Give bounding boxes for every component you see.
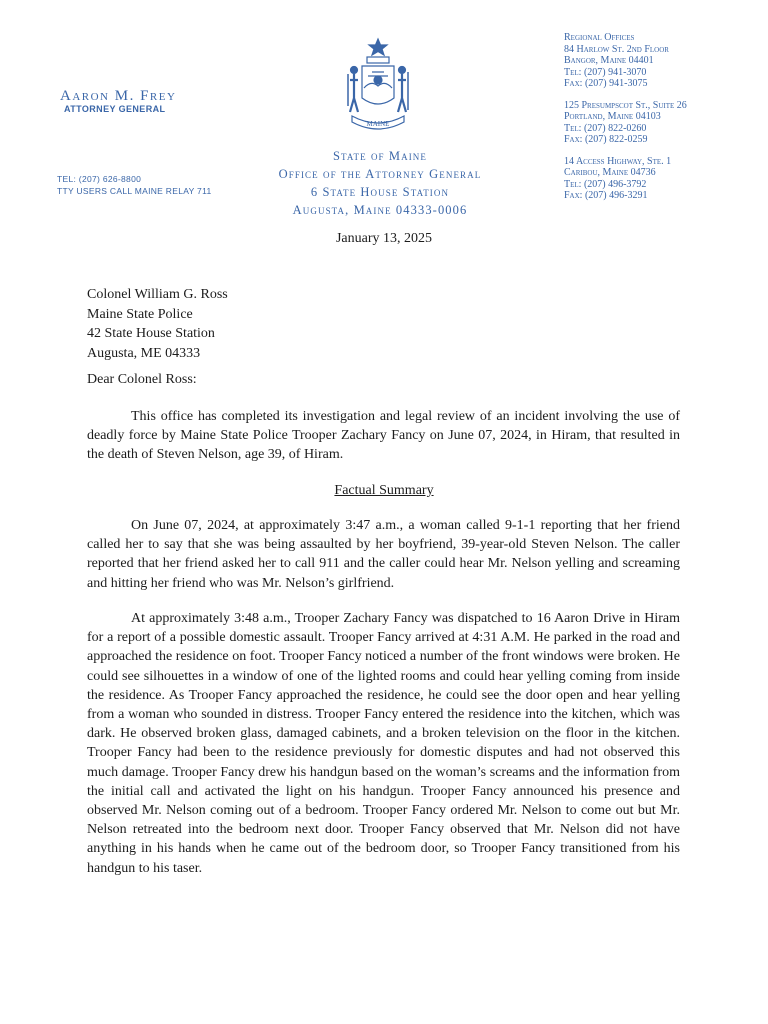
- office-state: State of Maine: [333, 149, 427, 163]
- regional-street: 125 Presumpscot St., Suite 26: [564, 99, 687, 111]
- regional-tel: Tel: (207) 822-0260: [564, 122, 647, 134]
- office-city: Augusta, Maine 04333-0006: [292, 203, 468, 217]
- intro-paragraph: This office has completed its investigation and legal review of an incident involving the use of deadly force by Maine State Police Trooper Zachary Fancy on June 07, 2024, in Hiram, that resulted in the death of Steven Nelson, age 39, of Hiram.: [87, 409, 680, 463]
- regional-tel: Tel: (207) 941-3070: [564, 66, 647, 78]
- office-name: Office of the Attorney General: [278, 167, 482, 181]
- regional-offices: [564, 32, 687, 212]
- regional-office-bangor: [564, 32, 687, 90]
- regional-office-caribou: [564, 156, 687, 202]
- recipient-street: 42 State House Station: [87, 326, 215, 341]
- regional-street: 14 Access Highway, Ste. 1: [564, 155, 672, 167]
- attorney-general-name: Aaron M. Frey: [60, 88, 177, 104]
- recipient-city: Augusta, ME 04333: [87, 345, 201, 361]
- regional-street: 84 Harlow St. 2nd Floor: [564, 43, 669, 55]
- phone-line: TEL: (207) 626-8800: [57, 174, 142, 184]
- recipient-organization: Maine State Police: [87, 306, 193, 322]
- body-paragraph: At approximately 3:48 a.m., Trooper Zachary Fancy was dispatched to 16 Aaron Drive in Hiram for a report of a possible domestic assault. Trooper Fancy arrived at 4:31 A.M. He parked in the road and approached the residence on foot. Trooper Fancy noticed a number of the front windows were broken. He could see silhouettes in a window of one of the lighted rooms and could hear yelling coming from inside the residence. As Trooper Fancy approached the residence, he could see the door open and hear yelling from a woman who sounded in distress. Trooper Fancy entered the residence into the kitchen, which was dark. He observed broken glass, damaged cabinets, and a broken television on the floor in the kitchen. Trooper Fancy had been to the residence previously for domestic disputes and had not observed this much damage. Trooper Fancy drew his handgun based on the woman’s screams and the information from the initial call and activated the light on his handgun. Trooper Fancy announced his presence and observed Mr. Nelson coming out of a bedroom. Trooper Fancy ordered Mr. Nelson to come out but Mr. Nelson retreated into the bedroom next door. Trooper Fancy observed that Mr. Nelson did not have anything in his hands when he came out of the bedroom door, so Trooper Fancy transitioned from his handgun to his taser.: [87, 611, 680, 876]
- recipient-address: [87, 285, 228, 363]
- salutation: Dear Colonel Ross:: [87, 372, 197, 387]
- regional-fax: Fax: (207) 941-3075: [564, 78, 648, 89]
- attorney-general-title: ATTORNEY GENERAL: [64, 104, 166, 114]
- maine-state-seal-icon: [338, 36, 418, 136]
- section-heading: Factual Summary: [334, 483, 434, 498]
- letter-date: January 13, 2025: [335, 231, 433, 246]
- recipient-name: Colonel William G. Ross: [87, 287, 228, 302]
- relay-line: TTY USERS CALL MAINE RELAY 711: [57, 186, 212, 196]
- regional-city: Portland, Maine 04103: [564, 111, 661, 122]
- regional-office-portland: [564, 100, 687, 146]
- regional-fax: Fax: (207) 496-3291: [564, 190, 648, 201]
- regional-fax: Fax: (207) 822-0259: [564, 134, 648, 145]
- contact-phone: [57, 173, 212, 197]
- regional-city: Caribou, Maine 04736: [564, 167, 656, 178]
- regional-tel: Tel: (207) 496-3792: [564, 178, 647, 190]
- regional-city: Bangor, Maine 04401: [564, 55, 654, 66]
- office-address-block: [266, 147, 494, 219]
- office-station: 6 State House Station: [310, 185, 450, 199]
- body-paragraph: On June 07, 2024, at approximately 3:47 a.m., a woman called 9-1-1 reporting that her friend called her to say that she was being assaulted by her boyfriend, 39-year-old Steven Nelson. The caller reported that her friend asked her to call 911 and the caller could hear Mr. Nelson yelling and screaming and hitting her friend who was Mr. Nelson’s girlfriend.: [87, 518, 680, 591]
- seal-label: MAINE: [366, 120, 390, 128]
- regional-heading: Regional Offices: [564, 32, 635, 43]
